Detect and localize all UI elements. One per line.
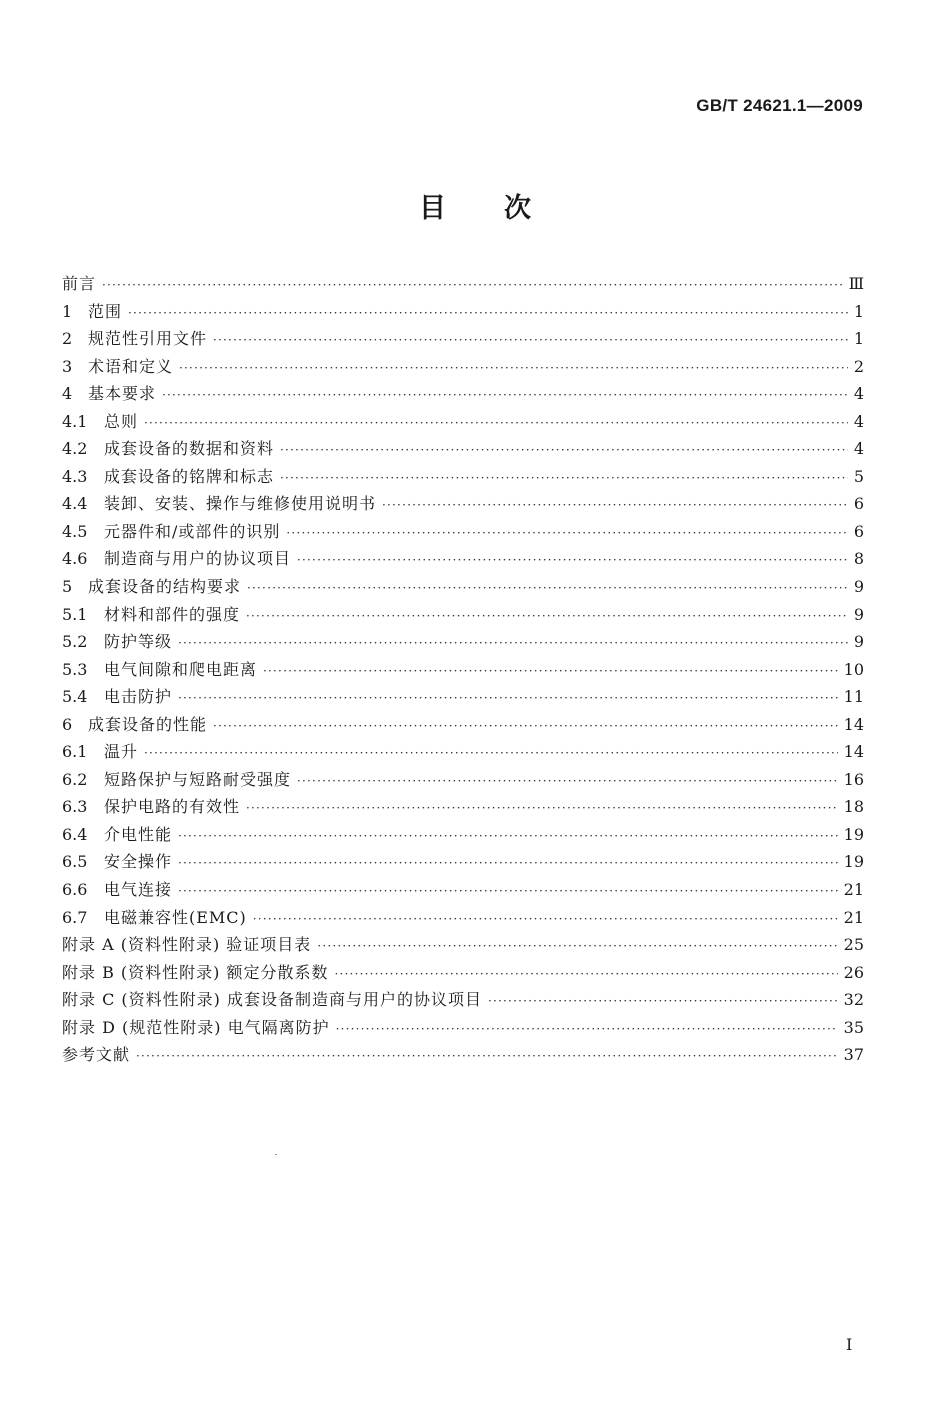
toc-entry-title: 附录 C (资料性附录) 成套设备制造商与用户的协议项目 bbox=[62, 990, 482, 1010]
toc-entry-number: 6.4 bbox=[62, 824, 88, 844]
toc-entry-page: 21 bbox=[843, 907, 864, 927]
toc-entry[interactable] bbox=[62, 656, 864, 684]
toc-entry-page: Ⅲ bbox=[848, 274, 864, 293]
toc-entry-page: 9 bbox=[853, 577, 864, 597]
toc-entry-number: 4.5 bbox=[62, 521, 88, 541]
page-number: I bbox=[846, 1335, 853, 1354]
toc-entry-title: 材料和部件的强度 bbox=[104, 604, 241, 624]
toc-entry-title: 术语和定义 bbox=[88, 356, 174, 376]
standard-code: GB/T 24621.1—2009 bbox=[696, 96, 863, 115]
toc-entry-number: 4.1 bbox=[62, 411, 88, 431]
toc-entry-number: 2 bbox=[62, 329, 73, 349]
toc-leader-dots bbox=[335, 961, 838, 989]
toc-leader-dots bbox=[128, 300, 848, 328]
toc-entry-title: 总则 bbox=[104, 411, 139, 431]
toc-entry[interactable] bbox=[62, 766, 864, 794]
toc-leader-dots bbox=[178, 850, 838, 878]
toc-entry[interactable] bbox=[62, 325, 864, 353]
toc-entry[interactable] bbox=[62, 848, 864, 876]
toc-entry[interactable] bbox=[62, 380, 864, 408]
toc-entry-title: 附录 A (资料性附录) 验证项目表 bbox=[62, 935, 312, 955]
toc-entry-title: 成套设备的性能 bbox=[88, 714, 208, 734]
toc-leader-dots bbox=[144, 740, 838, 768]
toc-entry-title: 范围 bbox=[88, 301, 123, 321]
toc-leader-dots bbox=[297, 768, 838, 796]
toc-leader-dots bbox=[263, 658, 838, 686]
toc-entry-page: 37 bbox=[843, 1045, 864, 1065]
toc-entry-number: 6 bbox=[62, 714, 73, 734]
toc-entry-page: 35 bbox=[843, 1017, 864, 1037]
toc-entry[interactable] bbox=[62, 986, 864, 1014]
toc-entry-number: 6.7 bbox=[62, 907, 88, 927]
toc-entry-page: 6 bbox=[853, 494, 864, 514]
toc-entry-number: 4.6 bbox=[62, 549, 88, 569]
toc-entry-title: 附录 B (资料性附录) 额定分散系数 bbox=[62, 962, 329, 982]
toc-entry-page: 6 bbox=[853, 521, 864, 541]
toc-entry-number: 6.3 bbox=[62, 797, 88, 817]
toc-entry-number: 5 bbox=[62, 577, 73, 597]
toc-entry-page: 11 bbox=[843, 687, 864, 707]
toc-entry-page: 5 bbox=[853, 466, 864, 486]
toc-leader-dots bbox=[213, 713, 838, 741]
toc-entry[interactable] bbox=[62, 463, 864, 491]
toc-leader-dots bbox=[178, 685, 838, 713]
toc-leader-dots bbox=[178, 823, 838, 851]
toc-leader-dots bbox=[136, 1043, 838, 1071]
toc-leader-dots bbox=[102, 272, 843, 300]
toc-leader-dots bbox=[286, 520, 847, 548]
toc-entry-number: 4.3 bbox=[62, 466, 88, 486]
toc-entry[interactable] bbox=[62, 738, 864, 766]
toc-entry[interactable] bbox=[62, 573, 864, 601]
table-of-contents bbox=[62, 270, 864, 1069]
toc-leader-dots bbox=[179, 355, 848, 383]
toc-entry[interactable] bbox=[62, 959, 864, 987]
toc-leader-dots bbox=[178, 630, 848, 658]
toc-entry-title: 前言 bbox=[62, 274, 97, 293]
toc-leader-dots bbox=[317, 933, 837, 961]
toc-entry-title: 电气间隙和爬电距离 bbox=[104, 659, 258, 679]
toc-entry-page: 32 bbox=[843, 990, 864, 1010]
toc-entry-page: 16 bbox=[843, 769, 864, 789]
toc-entry-page: 19 bbox=[843, 824, 864, 844]
toc-entry-page: 1 bbox=[853, 301, 864, 321]
toc-entry[interactable] bbox=[62, 628, 864, 656]
toc-entry-page: 25 bbox=[843, 935, 864, 955]
toc-entry-title: 参考文献 bbox=[62, 1045, 131, 1065]
toc-entry-page: 21 bbox=[843, 880, 864, 900]
toc-entry-number: 6.5 bbox=[62, 852, 88, 872]
toc-entry-page: 4 bbox=[853, 439, 864, 459]
toc-entry-title: 电磁兼容性(EMC) bbox=[104, 907, 247, 927]
toc-entry-page: 19 bbox=[843, 852, 864, 872]
toc-entry-page: 4 bbox=[853, 384, 864, 404]
toc-leader-dots bbox=[246, 795, 838, 823]
toc-entry-page: 26 bbox=[843, 962, 864, 982]
toc-entry[interactable] bbox=[62, 876, 864, 904]
page-title: 目次 bbox=[419, 193, 589, 224]
toc-entry[interactable] bbox=[62, 270, 864, 298]
toc-entry-page: 14 bbox=[843, 714, 864, 734]
toc-entry-number: 6.1 bbox=[62, 742, 88, 762]
toc-leader-dots bbox=[213, 327, 848, 355]
toc-leader-dots bbox=[280, 465, 848, 493]
toc-leader-dots bbox=[247, 575, 848, 603]
toc-entry-number: 5.3 bbox=[62, 659, 88, 679]
toc-leader-dots bbox=[280, 437, 848, 465]
toc-entry-number: 3 bbox=[62, 356, 73, 376]
scan-speck bbox=[275, 1154, 277, 1155]
toc-entry-title: 短路保护与短路耐受强度 bbox=[104, 769, 292, 789]
toc-leader-dots bbox=[144, 410, 848, 438]
toc-entry-title: 介电性能 bbox=[104, 824, 173, 844]
toc-entry-page: 10 bbox=[843, 659, 864, 679]
toc-entry[interactable] bbox=[62, 408, 864, 436]
toc-entry[interactable] bbox=[62, 931, 864, 959]
toc-entry-title: 成套设备的结构要求 bbox=[88, 577, 242, 597]
toc-entry-page: 2 bbox=[853, 356, 864, 376]
toc-entry-title: 基本要求 bbox=[88, 384, 157, 404]
toc-entry-page: 8 bbox=[853, 549, 864, 569]
toc-entry-number: 5.4 bbox=[62, 687, 88, 707]
toc-leader-dots bbox=[382, 492, 848, 520]
toc-leader-dots bbox=[297, 547, 848, 575]
toc-entry[interactable] bbox=[62, 821, 864, 849]
toc-entry-page: 4 bbox=[853, 411, 864, 431]
toc-entry[interactable] bbox=[62, 1041, 864, 1069]
toc-entry[interactable] bbox=[62, 545, 864, 573]
toc-entry-title: 规范性引用文件 bbox=[88, 329, 208, 349]
toc-entry-title: 温升 bbox=[104, 742, 139, 762]
toc-entry-title: 防护等级 bbox=[104, 632, 173, 652]
toc-entry-page: 9 bbox=[853, 632, 864, 652]
toc-entry-number: 1 bbox=[62, 301, 73, 321]
toc-entry[interactable] bbox=[62, 518, 864, 546]
toc-entry-title: 电气连接 bbox=[104, 880, 173, 900]
toc-entry[interactable] bbox=[62, 435, 864, 463]
toc-entry-title: 制造商与用户的协议项目 bbox=[104, 549, 292, 569]
toc-leader-dots bbox=[336, 1016, 838, 1044]
toc-leader-dots bbox=[178, 878, 838, 906]
toc-leader-dots bbox=[246, 603, 848, 631]
toc-entry-number: 4 bbox=[62, 384, 73, 404]
toc-entry-number: 5.1 bbox=[62, 604, 88, 624]
toc-entry-title: 元器件和/或部件的识别 bbox=[104, 521, 281, 541]
toc-entry[interactable] bbox=[62, 1014, 864, 1042]
toc-entry[interactable] bbox=[62, 601, 864, 629]
toc-entry-title: 成套设备的铭牌和标志 bbox=[104, 466, 275, 486]
toc-entry[interactable] bbox=[62, 711, 864, 739]
toc-entry-title: 安全操作 bbox=[104, 852, 173, 872]
toc-leader-dots bbox=[162, 382, 848, 410]
toc-leader-dots bbox=[253, 906, 838, 934]
toc-entry-page: 14 bbox=[843, 742, 864, 762]
toc-entry-title: 成套设备的数据和资料 bbox=[104, 439, 275, 459]
toc-entry[interactable] bbox=[62, 683, 864, 711]
toc-entry-page: 18 bbox=[843, 797, 864, 817]
toc-entry[interactable] bbox=[62, 353, 864, 381]
toc-entry-page: 9 bbox=[853, 604, 864, 624]
toc-entry[interactable] bbox=[62, 904, 864, 932]
toc-entry-page: 1 bbox=[853, 329, 864, 349]
toc-entry-title: 附录 D (规范性附录) 电气隔离防护 bbox=[62, 1017, 330, 1037]
toc-entry-number: 4.4 bbox=[62, 494, 88, 514]
toc-entry-number: 6.2 bbox=[62, 769, 88, 789]
toc-entry[interactable] bbox=[62, 490, 864, 518]
toc-entry[interactable] bbox=[62, 793, 864, 821]
toc-entry-number: 4.2 bbox=[62, 439, 88, 459]
toc-leader-dots bbox=[488, 988, 838, 1016]
toc-entry-number: 6.6 bbox=[62, 880, 88, 900]
toc-entry-title: 电击防护 bbox=[104, 687, 173, 707]
toc-entry-number: 5.2 bbox=[62, 632, 88, 652]
toc-entry-title: 装卸、安装、操作与维修使用说明书 bbox=[104, 494, 377, 514]
toc-entry[interactable] bbox=[62, 298, 864, 326]
toc-entry-title: 保护电路的有效性 bbox=[104, 797, 241, 817]
